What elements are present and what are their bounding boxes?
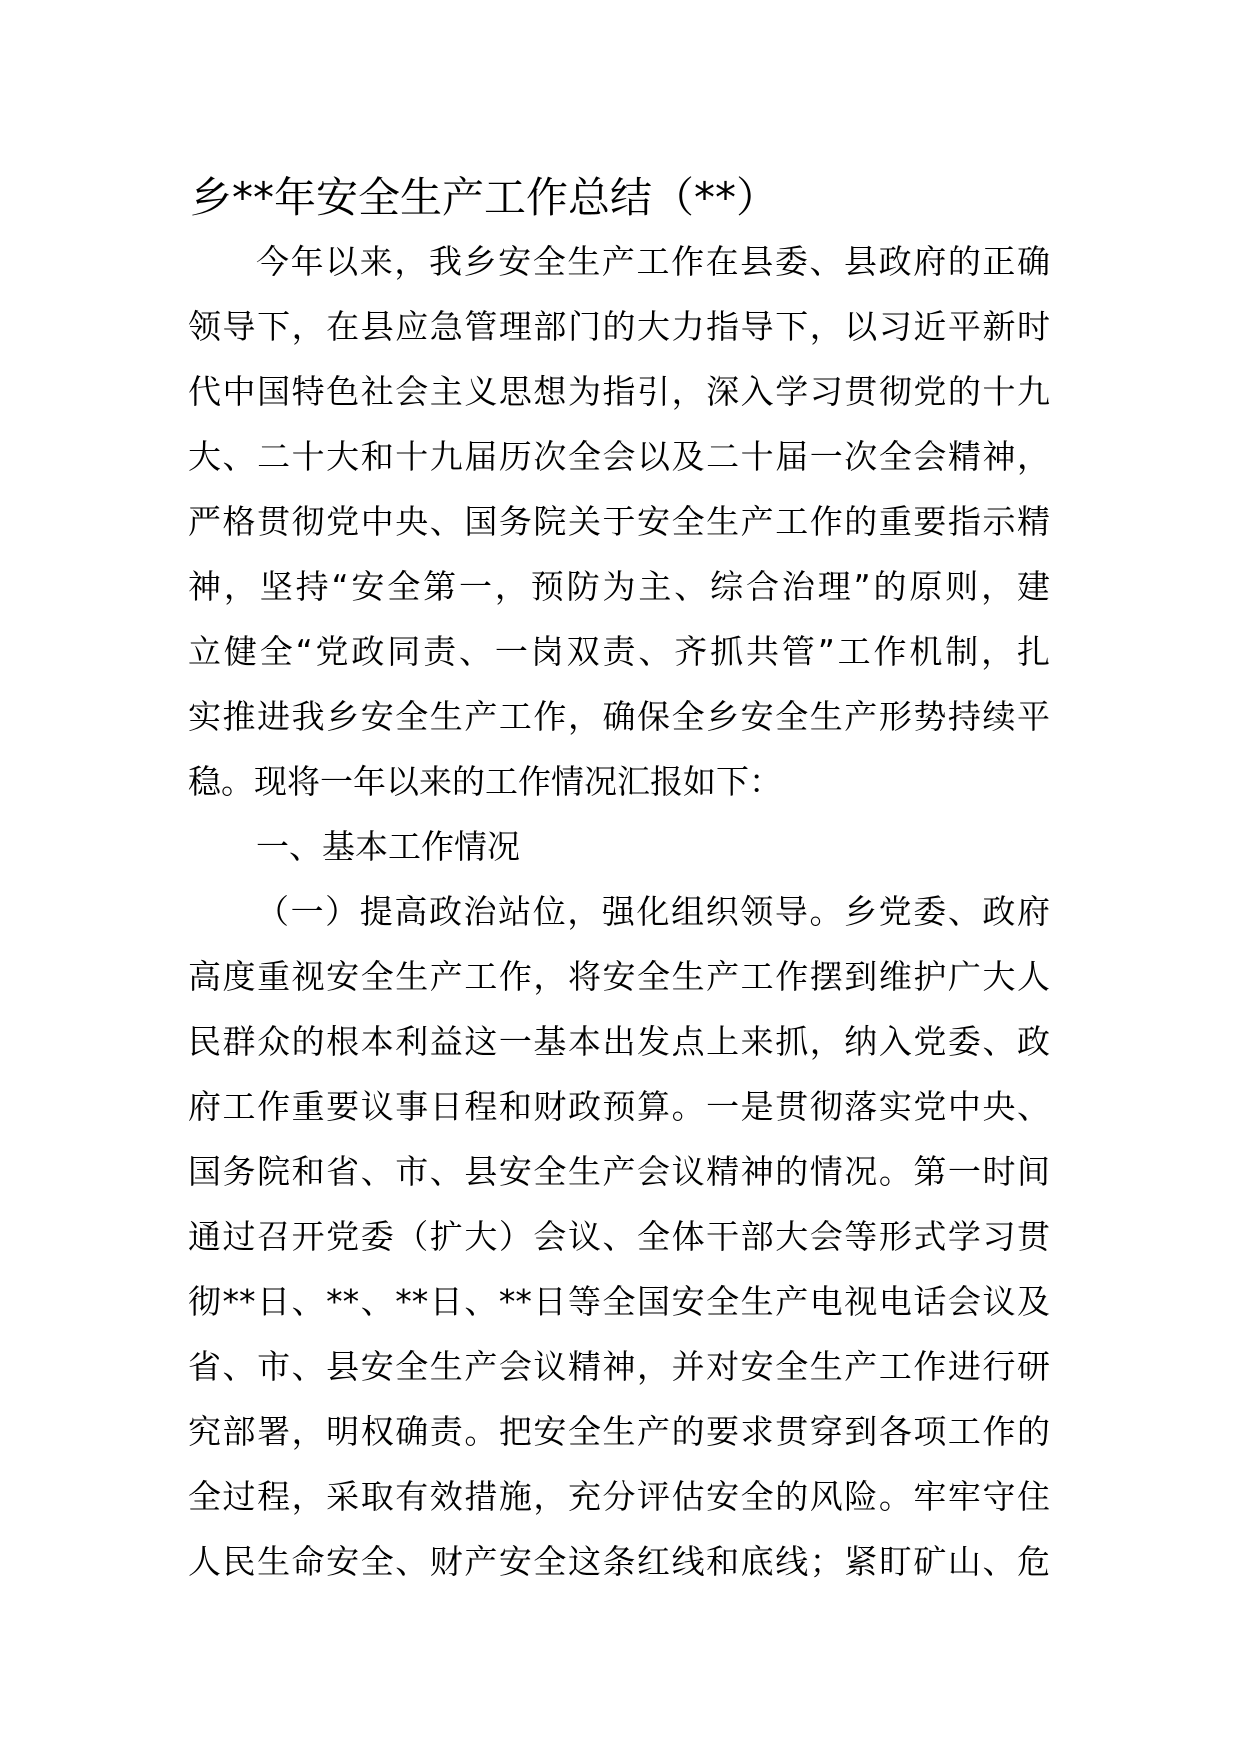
paragraph-intro-line-3: 代中国特色社会主义思想为指引，深入学习贯彻党的十九 (188, 372, 1050, 411)
subsection-paragraph-line-8: 省、市、县安全生产会议精神，并对安全生产工作进行研 (188, 1347, 1050, 1386)
paragraph-intro-line-1: 今年以来，我乡安全生产工作在县委、县政府的正确 (256, 242, 1050, 281)
subsection-paragraph-line-3: 民群众的根本利益这一基本出发点上来抓，纳入党委、政 (188, 1022, 1050, 1061)
subsection-paragraph-line-4: 府工作重要议事日程和财政预算。一是贯彻落实党中央、 (188, 1087, 1050, 1126)
paragraph-intro-line-4: 大、二十大和十九届历次全会以及二十届一次全会精神， (188, 437, 1050, 476)
subsection-paragraph-line-7: 彻**日、**、**日、**日等全国安全生产电视电话会议及 (188, 1282, 1050, 1321)
paragraph-intro-line-6: 神，坚持“安全第一，预防为主、综合治理”的原则，建 (188, 567, 1050, 606)
subsection-paragraph-line-6: 通过召开党委（扩大）会议、全体干部大会等形式学习贯 (188, 1217, 1050, 1256)
subsection-paragraph-line-10: 全过程，采取有效措施，充分评估安全的风险。牢牢守住 (188, 1477, 1050, 1516)
subsection-paragraph-line-1: （一）提高政治站位，强化组织领导。乡党委、政府 (256, 892, 1050, 931)
document-body (188, 240, 1050, 1605)
subsection-paragraph-line-9: 究部署，明权确责。把安全生产的要求贯穿到各项工作的 (188, 1412, 1050, 1451)
paragraph-intro-line-9: 稳。现将一年以来的工作情况汇报如下： (188, 762, 782, 801)
paragraph-intro-line-8: 实推进我乡安全生产工作，确保全乡安全生产形势持续平 (188, 697, 1050, 736)
subsection-paragraph-line-5: 国务院和省、市、县安全生产会议精神的情况。第一时间 (188, 1152, 1050, 1191)
subsection-paragraph-line-11: 人民生命安全、财产安全这条红线和底线；紧盯矿山、危 (188, 1542, 1050, 1581)
section-heading-basic-work: 一、基本工作情况 (256, 827, 520, 866)
paragraph-intro-line-2: 领导下，在县应急管理部门的大力指导下，以习近平新时 (188, 307, 1050, 346)
paragraph-intro-line-7: 立健全“党政同责、一岗双责、齐抓共管”工作机制，扎 (188, 632, 1050, 671)
document-title: 乡**年安全生产工作总结（**） (190, 173, 779, 222)
paragraph-intro-line-5: 严格贯彻党中央、国务院关于安全生产工作的重要指示精 (188, 502, 1050, 541)
subsection-paragraph-line-2: 高度重视安全生产工作，将安全生产工作摆到维护广大人 (188, 957, 1050, 996)
